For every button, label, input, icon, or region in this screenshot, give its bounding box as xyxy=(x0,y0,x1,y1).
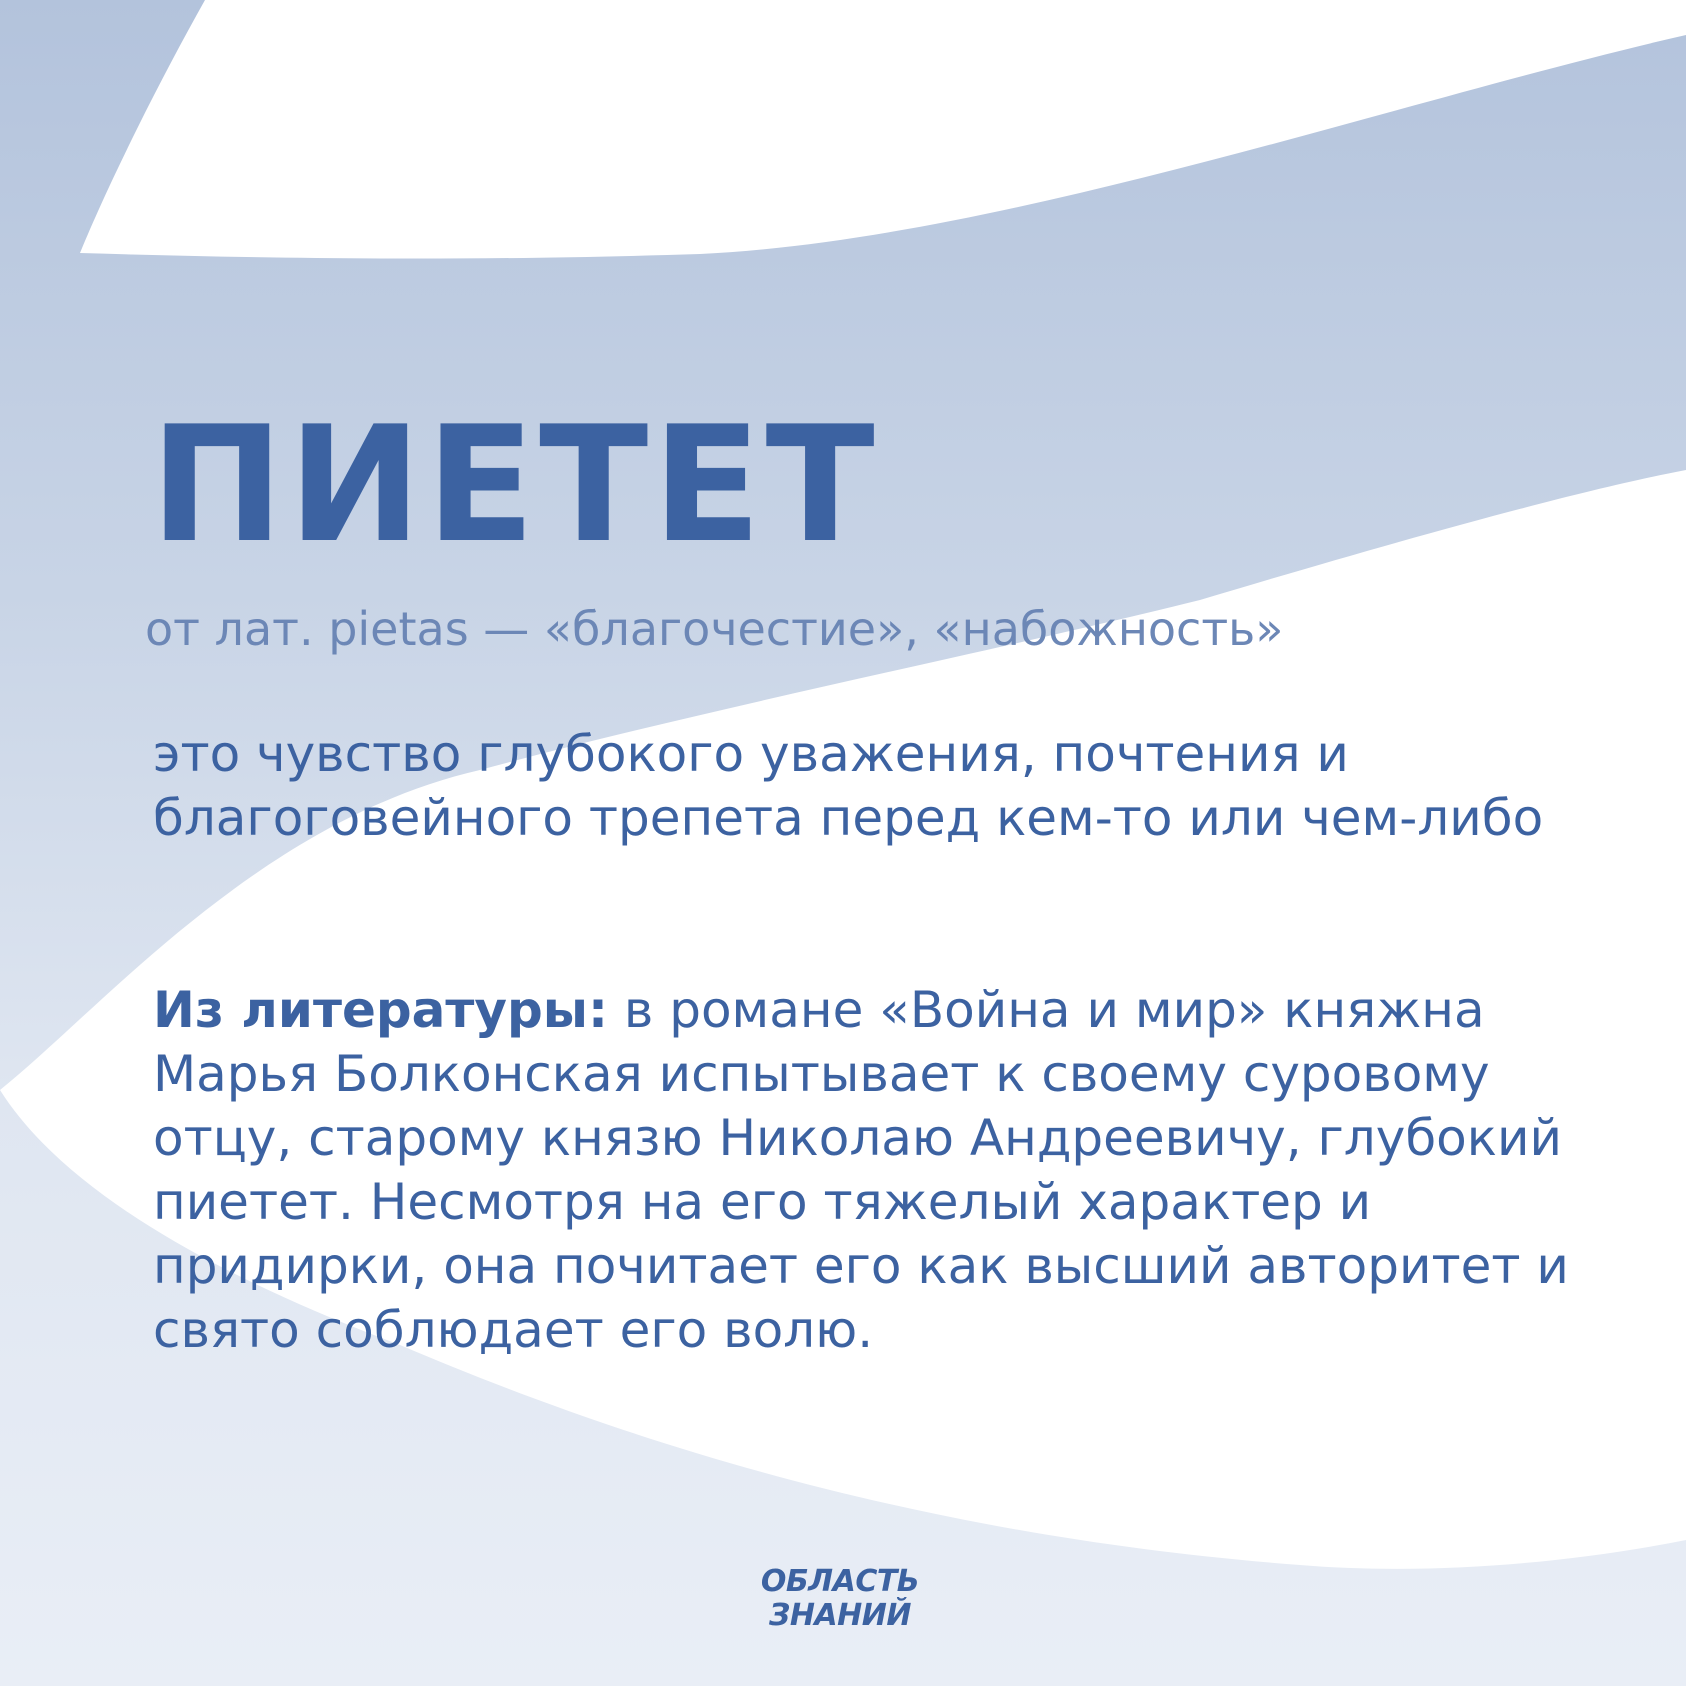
definition-text: это чувство глубокого уважения, почтения и благоговейного трепета перед кем-то или чем-либо xyxy=(153,725,1544,847)
headword: ПИЕТЕТ xyxy=(150,391,879,578)
example-label: Из литературы: xyxy=(153,981,608,1039)
logo-line-2: ЗНАНИЙ xyxy=(769,1598,911,1633)
logo-line-1: ОБЛАСТЬ xyxy=(760,1564,920,1599)
literature-example xyxy=(153,978,1593,1362)
top-white-swoosh xyxy=(80,0,1686,259)
etymology: от лат. pietas — «благочестие», «набожность» xyxy=(145,602,1284,656)
example-text: в романе «Война и мир» княжна Марья Болконская испытывает к своему суровому отцу, старому князю Николаю Андреевичу, глубокий пиетет. Несмотря на его тяжелый характер и придирки, она почитает его как высший авторитет и свято соблюдает его волю. xyxy=(153,981,1569,1359)
brand-logo xyxy=(720,1565,960,1633)
